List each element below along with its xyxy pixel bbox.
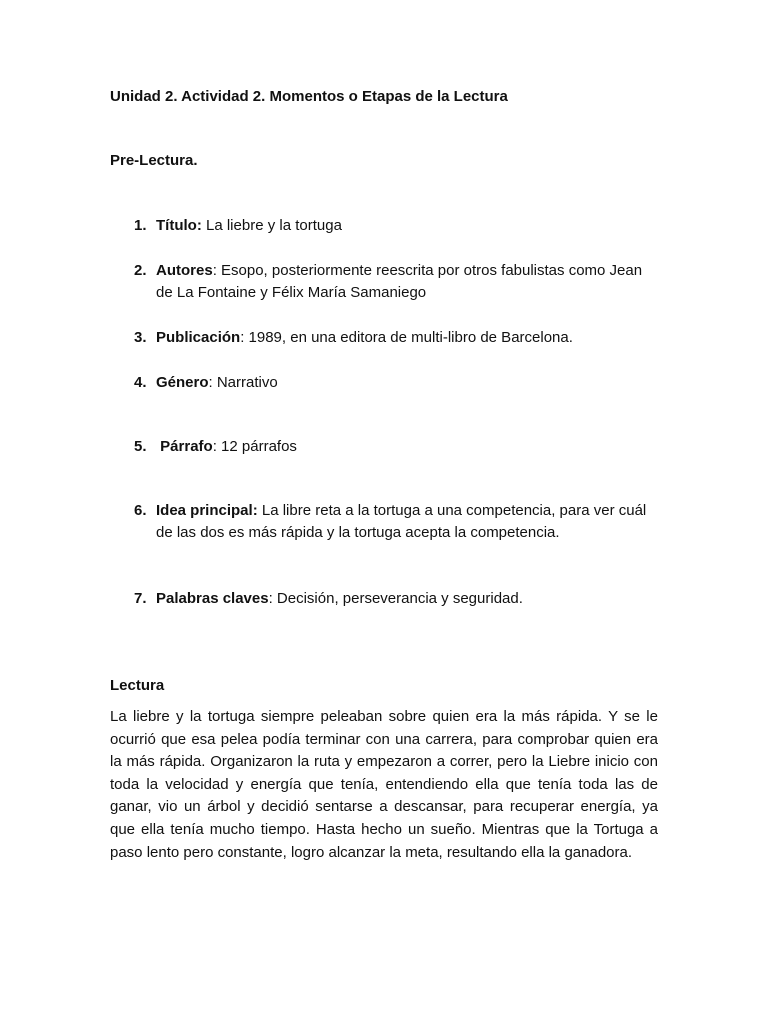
list-item-content (156, 588, 658, 610)
list-item-content (156, 215, 658, 237)
list-item-number: 5. (134, 438, 147, 455)
list-item (134, 327, 658, 349)
list-item (134, 436, 658, 458)
list-item-number: 7. (134, 590, 147, 607)
list-item-text: La liebre y la tortuga (201, 217, 342, 234)
list-item-text: : Narrativo (208, 374, 278, 391)
list-item-number: 1. (134, 217, 147, 234)
list-item-label: Título: (156, 217, 202, 234)
list-item (134, 500, 658, 544)
pre-reading-heading: Pre-Lectura. (110, 152, 198, 169)
list-item-label: Párrafo (156, 438, 213, 455)
list-item-content (156, 372, 658, 394)
list-item-text: : Decisión, perseverancia y seguridad. (268, 590, 523, 607)
list-item-number: 3. (134, 329, 147, 346)
list-item (134, 215, 658, 237)
list-item-label: Género (156, 374, 209, 391)
reading-paragraph: La liebre y la tortuga siempre peleaban sobre quien era la más rápida. Y se le ocurrió que esa pelea podía terminar con una carrera, para comprobar quien era la más rápida. Organizaron la ruta y empezaron a correr, pero la Liebre inicio con toda la velocidad y energía que tenía, entendiendo ella que tenía toda las de ganar, vio un árbol y decidió sentarse a descansar, para recuperar energía, ya que ella tenía mucho tiempo. Hasta hecho un sueño. Mientras que la Tortuga a paso lento pero constante, logro alcanzar la meta, resultando ella la ganadora. (110, 708, 658, 861)
list-item-label: Publicación (156, 329, 241, 346)
list-item-number: 4. (134, 374, 147, 391)
list-item-label: Palabras claves (156, 590, 269, 607)
list-item-content (156, 260, 658, 304)
list-item-text: : 12 párrafos (212, 438, 297, 455)
list-item-content (156, 436, 658, 458)
list-item-content (156, 500, 658, 544)
reading-heading: Lectura (110, 677, 165, 694)
list-item-number: 6. (134, 502, 147, 519)
list-item-text: : Esopo, posteriormente reescrita por otros fabulistas como Jean de La Fontaine y Félix María Samaniego (156, 262, 643, 301)
list-item-number: 2. (134, 262, 147, 279)
list-item-label: Autores (156, 262, 213, 279)
list-item (134, 372, 658, 394)
list-item (134, 588, 658, 610)
list-item-label: Idea principal: (156, 502, 258, 519)
document-title: Unidad 2. Actividad 2. Momentos o Etapas de la Lectura (110, 88, 508, 105)
list-item (134, 260, 658, 304)
list-item-text: : 1989, en una editora de multi-libro de Barcelona. (240, 329, 573, 346)
list-item-text: La libre reta a la tortuga a una competencia, para ver cuál de las dos es más rápida y la tortuga acepta la competencia. (156, 502, 647, 541)
list-item-content (156, 327, 658, 349)
